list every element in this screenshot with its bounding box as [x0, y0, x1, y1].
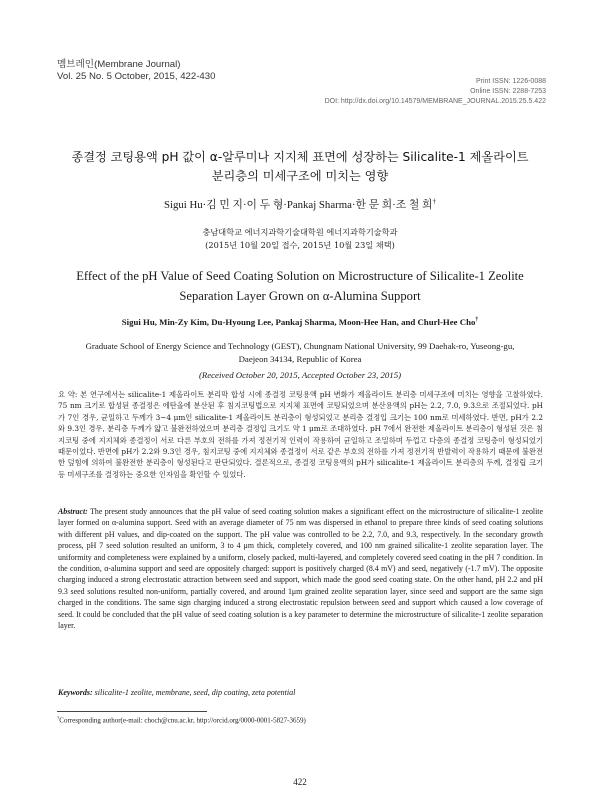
corresponding-mark: † — [432, 197, 436, 206]
english-title-line1: Effect of the pH Value of Seed Coating Solution on Microstructure of Silicalite-1 Zeolite — [76, 269, 524, 283]
issn-block — [325, 77, 546, 107]
doi-link[interactable]: DOI: http://dx.doi.org/10.14579/MEMBRANE_JOURNAL.2015.25.5.422 — [324, 98, 546, 105]
keywords-label: Keywords: — [58, 688, 93, 697]
english-affiliation-line2: Daejeon 34134, Republic of Korea — [238, 354, 362, 364]
english-received: (Received October 20, 2015, Accepted October 23, 2015) — [198, 370, 402, 380]
korean-affiliation: 충남대학교 에너지과학기술대학원 에너지과학기술학과 — [202, 227, 398, 237]
footnote-text: Corresponding author(e-mail: choch@cnu.ac.kr, http://orcid.org/0000-0001-5827-3659) — [59, 716, 306, 725]
korean-authors — [40, 197, 560, 212]
english-title-line2: Separation Layer Grown on α-Alumina Support — [179, 289, 421, 303]
english-title — [40, 266, 560, 306]
journal-name: 멤브레인(Membrane Journal) — [57, 59, 181, 70]
korean-title-line2: 분리층의 미세구조에 미치는 영향 — [211, 169, 389, 183]
corresponding-mark-en: † — [475, 317, 479, 324]
english-abstract-text: The present study announces that the pH value of seed coating solution makes a significant effect on the microstructure of silicalite-1 zeolite layer formed on α-alumina support. Seed with an average diameter of 75 nm was dispersed in ethanol to prepare three kinds of seed coating solutions with different pH values, and dip-coated on the support. The pH value was controlled to be 2.2, 7.0, and 9.3, respectively. In the secondary growth process, pH 7 seed solution resulted an uniform, 3 to 4 μm thick, completely covered, and 100 nm grained silicalite-1 zeolite separation layer. The uniformity and completeness were explained by a uniform, closely packed, multi-layered, and completely covered seed coating in the pH 7 condition. In the condition, α-alumina support and seed are oppositely charged: support is positively charged (8.4 mV) and seed, negatively (-1.7 mV). The opposite charging induced a strong electrostatic attraction between seed and support, which made the good seed coating state. On the other hand, pH 2.2 and pH 9.3 seed solutions resulted non-uniform, partially covered, and around 1μm grained zeolite separation layer, since seed and support are the same sign charged in the conditions. The same sign charging induced a strong electrostatic repulsion between seed and support which caused a low coverage of seed. It could be concluded that the pH value of seed coating solution is a key parameter to determine the microstructure of silicalite-1 zeolite separation layer. — [58, 507, 543, 631]
korean-abstract-text: 본 연구에서는 silicalite-1 제올라이트 분리막 합성 시에 종결정 코팅용액 pH 변화가 제올라이트 분리층 미세구조에 미치는 영향을 고찰하였다. 75 nm 크기로 합성된 종결정은 에탄올에 분산된 후 침지코팅법으로 지지체 표면에 코팅되었으며 분산용액의 pH는 2.2, 7.0, 9.3으로 조절되었다. pH가 7인 경우, 균일하고 두께가 3~4 μm인 silicalite-1 제올라이트 분리층이 형성되었고 분리층 결정입 크기는 100 nm로 미세하였다. 반면, pH가 2.2와 9.3인 경우, 분리층 두께가 얇고 불완전하였으며 분리층 결정입 크기도 약 1 μm로 조대하였다. pH 7에서 완전한 제올라이트 분리층이 형성된 것은 침지코팅 중에 지지체와 종결정이 서로 다른 부호의 전하를 가져 정전기적 인력이 작용하여 균일하고 조밀하며 두껍고 다층의 종결정 코팅층이 형성되었기 때문이었다. 반면에 pH가 2.2와 9.3인 경우, 침지코팅 중에 지지체와 종결정이 서로 같은 부호의 전하를 가져 정전기적 반발력이 작용하기 때문에 불완전한 덮힘에 의하여 불완전한 분리층이 형성된다고 판단되었다. 결론적으로, 종결정 코팅용액의 pH가 silicalite-1 제올라이트 분리층의 두께, 결정립 크기 등 미세구조를 결정하는 중요한 인자임을 확인할 수 있었다. — [58, 390, 543, 479]
online-issn: Online ISSN: 2288-7253 — [470, 88, 546, 95]
english-affiliation — [60, 340, 540, 366]
footnote — [57, 715, 306, 724]
korean-affiliation-block — [40, 226, 560, 252]
page-number: 422 — [293, 777, 307, 787]
korean-title-line1: 종결정 코팅용액 pH 값이 α-알루미나 지지체 표면에 성장하는 Silicalite-1 제올라이트 — [71, 150, 529, 164]
footnote-mark: † — [57, 715, 60, 720]
keywords — [58, 688, 543, 697]
english-abstract-label: Abstract: — [58, 507, 88, 516]
english-author-list: Sigui Hu, Min-Zy Kim, Du-Hyoung Lee, Pankaj Sharma, Moon-Hee Han, and Churl-Hee Cho — [121, 317, 476, 327]
footnote-divider — [57, 711, 207, 712]
volume-info: Vol. 25 No. 5 October, 2015, 422-430 — [57, 71, 216, 82]
english-abstract — [58, 506, 543, 631]
korean-author-list: Sigui Hu·김 민 지·이 두 형·Pankaj Sharma·한 문 희·조 철 희 — [163, 199, 433, 211]
print-issn: Print ISSN: 1226-0088 — [475, 78, 546, 85]
korean-abstract — [58, 389, 543, 480]
korean-abstract-label: 요 약: — [58, 390, 78, 399]
korean-received: (2015년 10월 20일 접수, 2015년 10월 23일 채택) — [205, 240, 395, 250]
keywords-text: silicalite-1 zeolite, membrane, seed, dip coating, zeta potential — [94, 688, 296, 697]
korean-title — [40, 148, 560, 186]
english-authors — [40, 317, 560, 327]
english-affiliation-line1: Graduate School of Energy Science and Technology (GEST), Chungnam National University, 99 Daehak-ro, Yuseong-gu, — [85, 341, 515, 351]
